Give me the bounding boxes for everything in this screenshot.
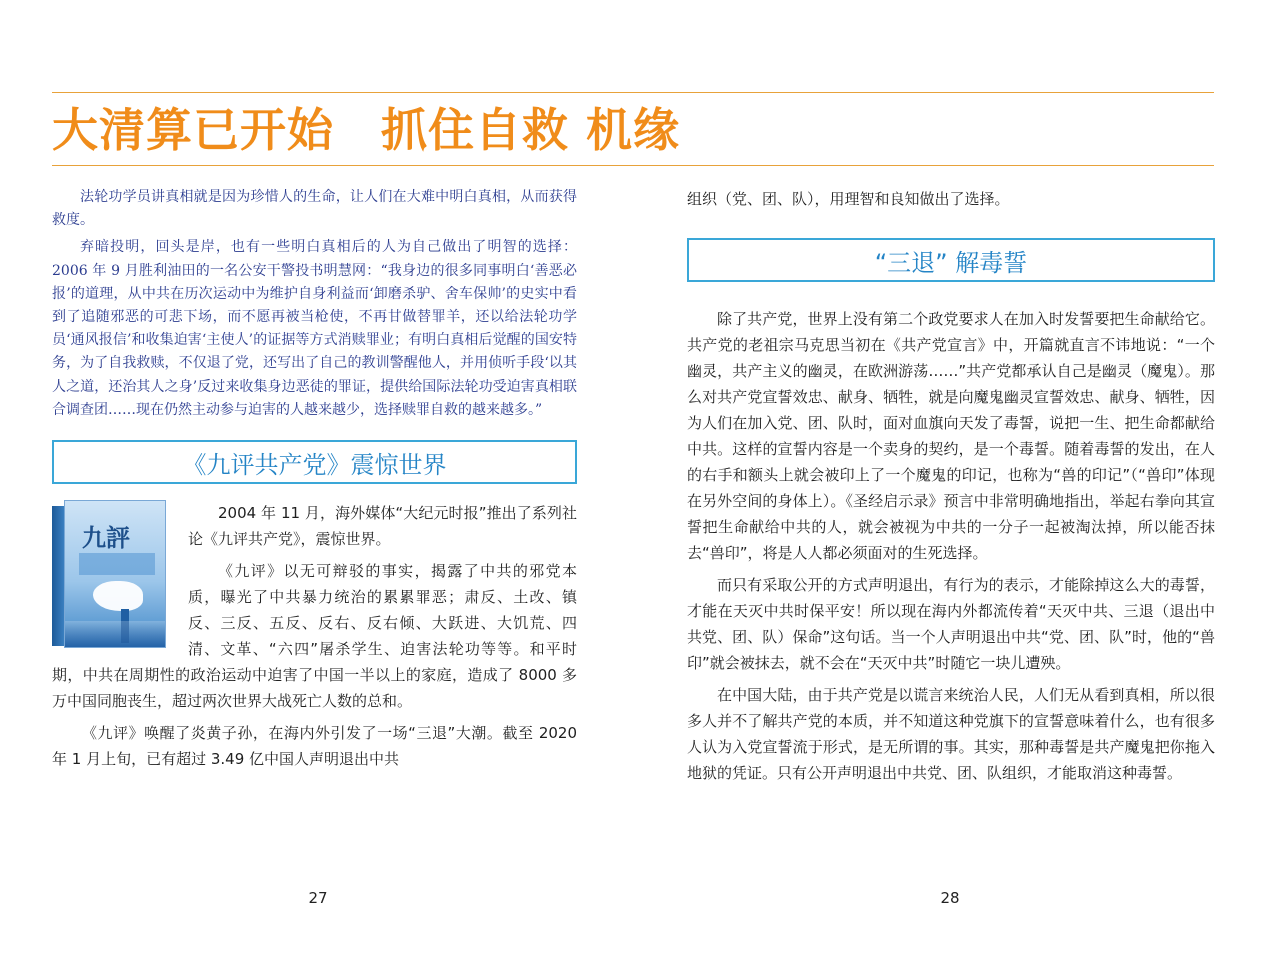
book-spine [52,506,64,646]
page-number-left: 27 [308,889,328,907]
book-paragraph-3: 《九评》唤醒了炎黄子孙，在海内外引发了一场“三退”大潮。截至 2020 年 1 月上旬，已有超过 3.49 亿中国人声明退出中共 [52,724,577,769]
dove-icon [93,581,143,611]
section-title-text: “三退” 解毒誓 [874,248,1028,277]
section-title-three-withdrawals [687,238,1215,282]
book-cover-title: 九評 [82,523,130,553]
section-title-text: 《九评共产党》震惊世界 [182,450,447,479]
headline-bottom-rule [52,165,1214,166]
right-paragraph-1: 除了共产党，世界上没有第二个政党要求人在加入时发誓要把生命献给它。共产党的老祖宗马克思当初在《共产党宣言》中，开篇就直言不讳地说：“一个幽灵，共产主义的幽灵，在欧洲游荡……”共产党都承认自己是幽灵（魔鬼）。那么对共产党宣誓效忠、献身、牺牲，就是向魔鬼幽灵宣誓效忠、献身、牺牲，因为人们在加入党、团、队时，面对血旗向天发了毒誓，说把一生、把生命都献给中共。这样的宣誓内容是一个卖身的契约，是一个毒誓。随着毒誓的发出，在人的右手和额头上就会被印上了一个魔鬼的印记，也称为“兽的印记”（“兽印”体现在另外空间的身体上）。《圣经启示录》预言中非常明确地指出，举起右拳向其宣誓把生命献给中共的人，就会被视为中共的一分子一起被淘汰掉，所以能否抹去“兽印”，将是人人都必须面对的生死选择。 [687,310,1215,562]
intro-paragraph-1: 法轮功学员讲真相就是因为珍惜人的生命，让人们在大难中明白真相，从而获得救度。 [52,189,577,229]
book-wave [65,621,165,647]
right-paragraph-2: 而只有采取公开的方式声明退出，有行为的表示，才能除掉这么大的毒誓，才能在天灭中共时保平安！所以现在海内外都流传着“天灭中共、三退（退出中共党、团、队）保命”这句话。当一个人声明退出中共“党、团、队”时，他的“兽印”就会被抹去，就不会在“天灭中共”时随它一块儿遭殃。 [687,576,1215,672]
book-band [79,553,155,575]
intro-paragraph-2: 弃暗投明，回头是岸，也有一些明白真相后的人为自己做出了明智的选择：2006 年 9 月胜利油田的一名公安干警投书明慧网：“我身边的很多同事明白‘善恶必报’的道理，从中共在历次运动中为维护自身利益而‘卸磨杀驴、舍车保帅’的史实中看到了追随邪恶的可悲下场，而不愿再被当枪使，不再甘做替罪羊，还以给法轮功学员‘通风报信’和收集迫害‘主使人’的证据等方式消赎罪业；有明白真相后觉醒的国安特务，为了自我救赎，不仅退了党，还写出了自己的教训警醒他人，并用侦听手段‘以其人之道，还治其人之身’反过来收集身边恶徒的罪证，提供给国际法轮功受迫害真相联合调查团……现在仍然主动参与迫害的人越来越少，选择赎罪自救的越来越多。” [52,239,577,418]
book-cover-image [52,500,170,650]
continuation-paragraph: 组织（党、团、队），用理智和良知做出了选择。 [687,190,1010,208]
headline-top-rule [52,92,1214,93]
book-paragraph-1: 2004 年 11 月，海外媒体“大纪元时报”推出了系列社论《九评共产党》，震惊世界。 [188,504,577,549]
right-page-column [687,186,1215,792]
left-page-column [52,186,577,778]
right-paragraph-3: 在中国大陆，由于共产党是以谎言来统治人民，人们无从看到真相，所以很多人并不了解共产党的本质，并不知道这种党旗下的宣誓意味着什么，也有很多人认为入党宣誓流于形式，是无所谓的事。其实，那种毒誓是共产魔鬼把你拖入地狱的凭证。只有公开声明退出中共党、团、队组织，才能取消这种毒誓。 [687,686,1215,782]
book-section [52,500,577,772]
page-number-right: 28 [940,889,960,907]
section-title-nine-commentaries [52,440,577,484]
book-paragraph-2: 《九评》以无可辩驳的事实，揭露了中共的邪党本质，曝光了中共暴力统治的累累罪恶；肃反、土改、镇反、三反、五反、反右、反右倾、大跃进、大饥荒、四清、文革、“六四”屠杀学生、迫害法轮功等等。和平时期，中共在周期性的政治运动中迫害了中国一半以上的家庭，造成了 8000 多万中国同胞丧生，超过两次世界大战死亡人数的总和。 [52,562,577,711]
headline: 大清算已开始 抓住自救 机缘 [52,103,681,157]
